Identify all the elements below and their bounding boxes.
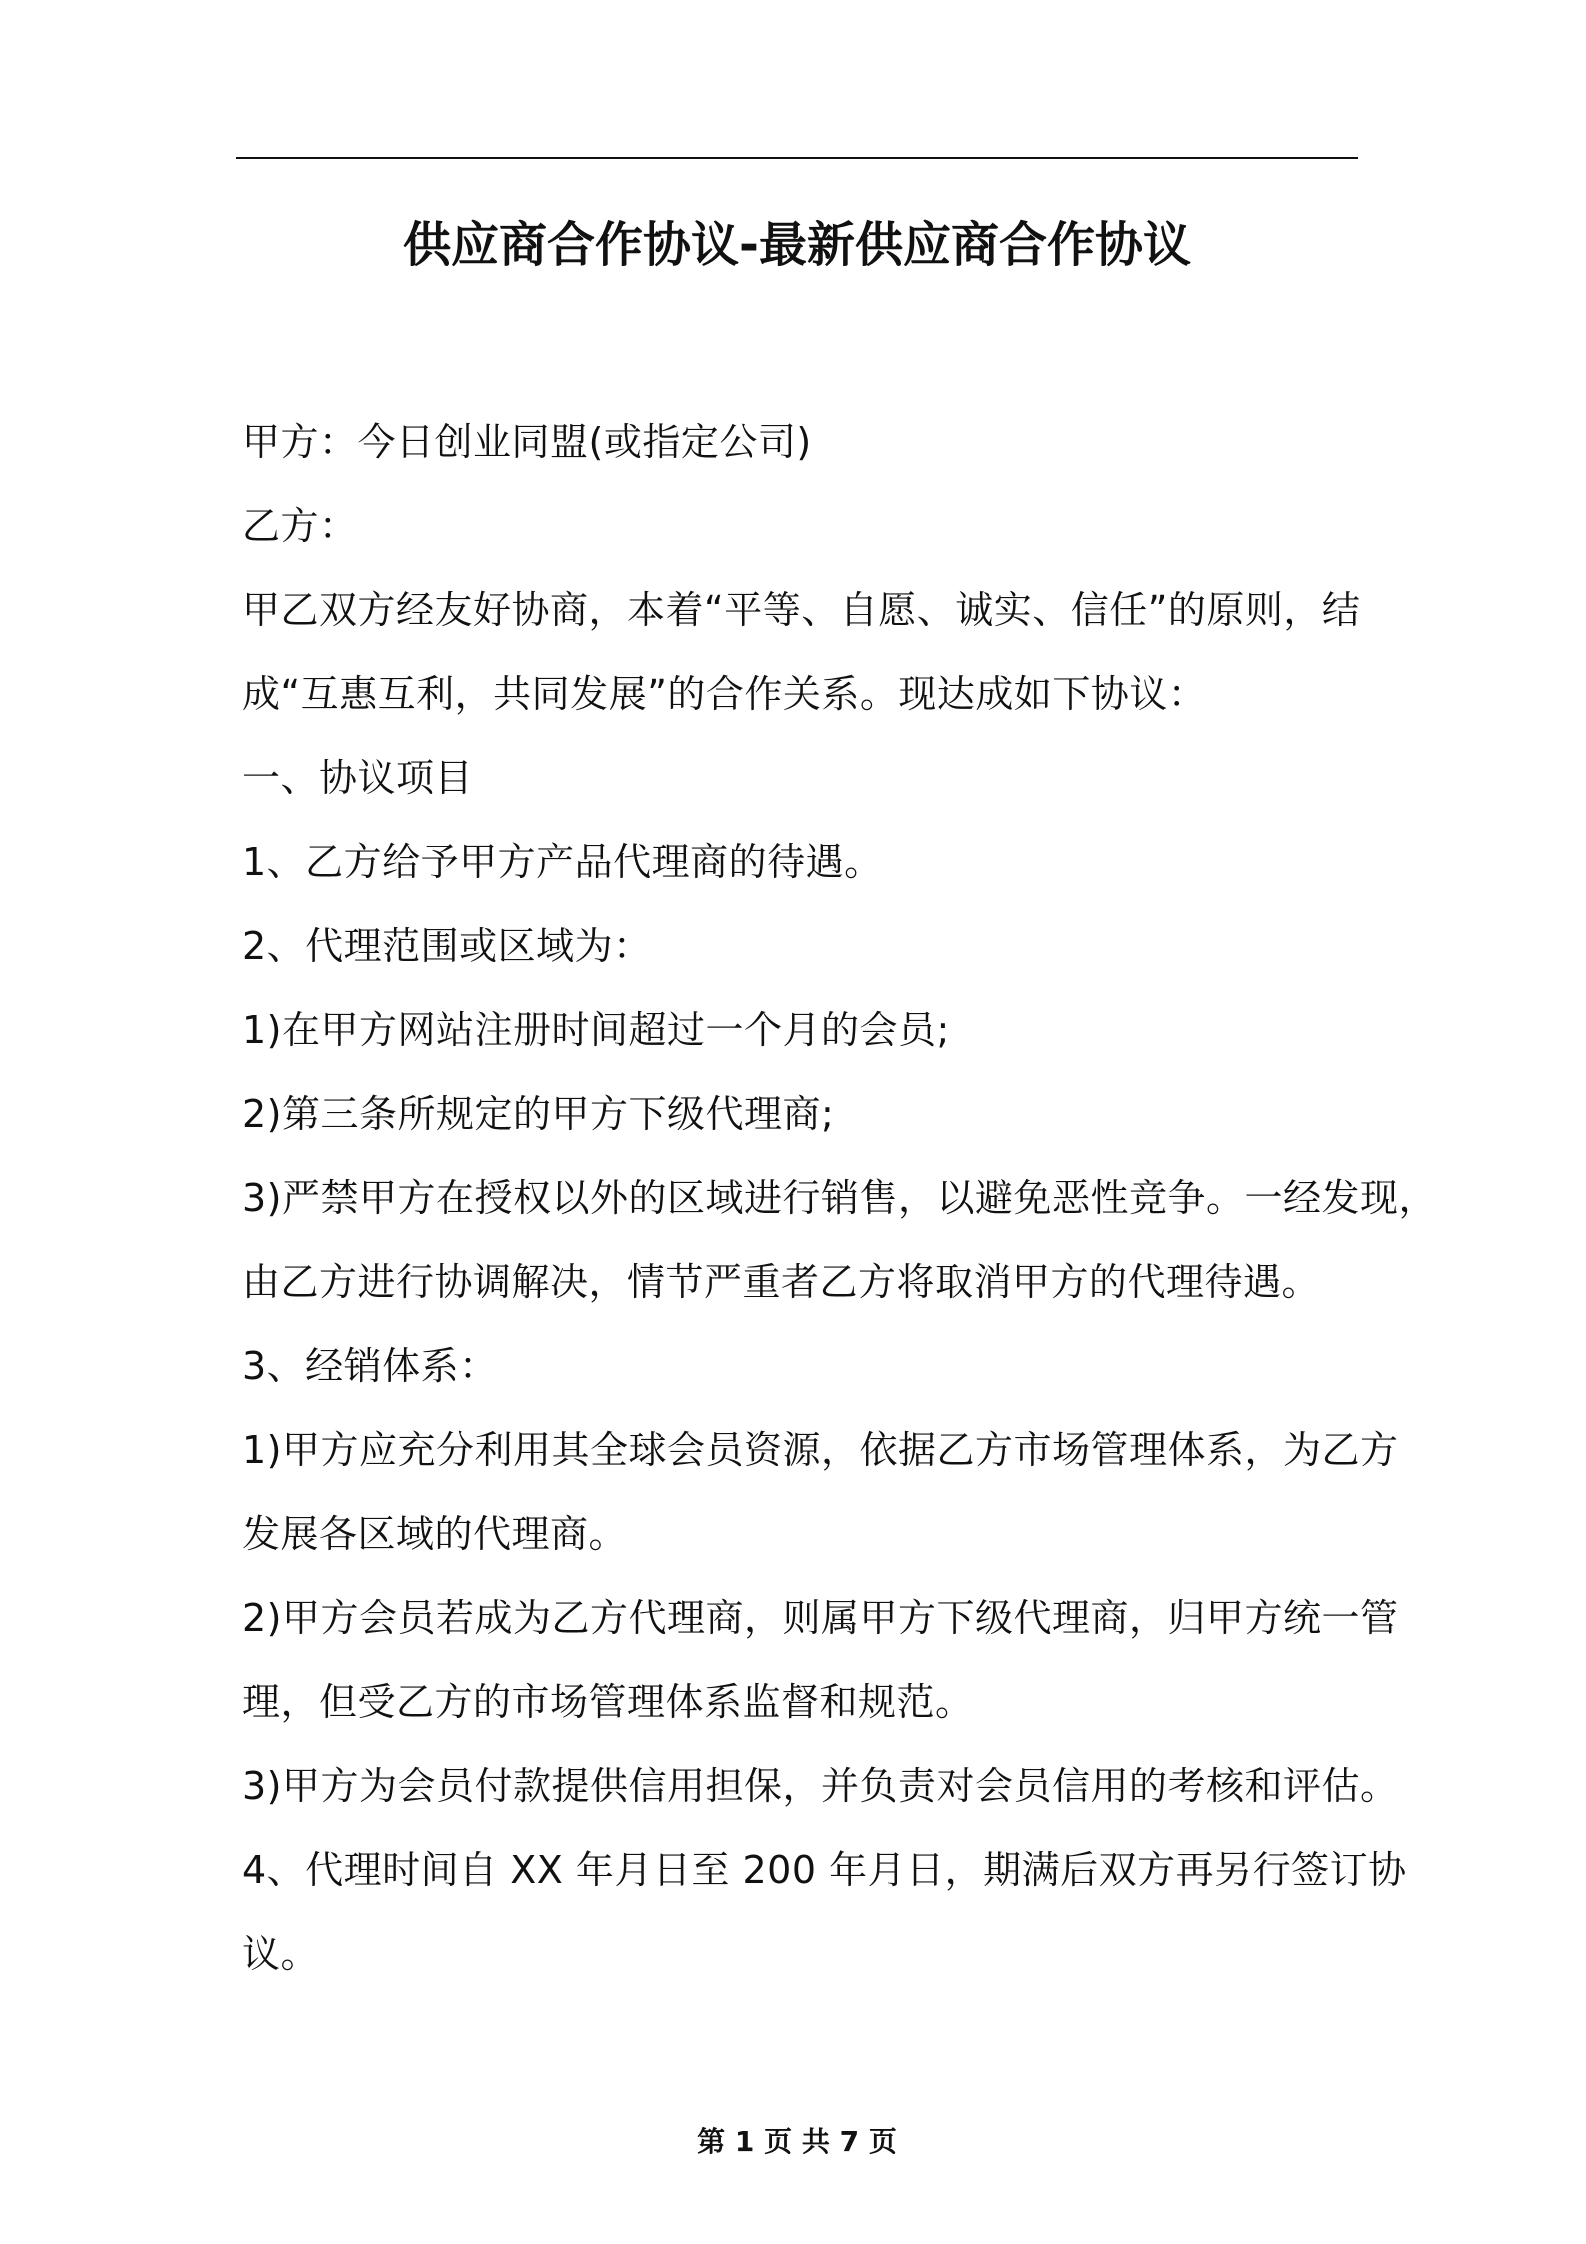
section-heading: 一、协议项目 bbox=[242, 756, 474, 800]
sub-clause-line: 3)甲方为会员付款提供信用担保，并负责对会员信用的考核和评估。 bbox=[242, 1764, 1399, 1808]
clause-line: 1、乙方给予甲方产品代理商的待遇。 bbox=[242, 840, 883, 884]
sub-clause-line: 2)甲方会员若成为乙方代理商，则属甲方下级代理商，归甲方统一管 bbox=[242, 1596, 1399, 1640]
party-b-line: 乙方： bbox=[242, 504, 358, 548]
sub-clause-line: 发展各区域的代理商。 bbox=[242, 1512, 628, 1556]
clause-line: 议。 bbox=[242, 1932, 320, 1976]
clause-line: 3、经销体系： bbox=[242, 1344, 498, 1388]
paragraph-line: 成“互惠互利，共同发展”的合作关系。现达成如下协议： bbox=[242, 672, 1207, 716]
sub-clause-line: 1)甲方应充分利用其全球会员资源，依据乙方市场管理体系，为乙方 bbox=[242, 1428, 1399, 1472]
party-a-line: 甲方：今日创业同盟(或指定公司) bbox=[242, 420, 812, 464]
clause-line: 2、代理范围或区域为： bbox=[242, 924, 652, 968]
page-footer: 第 1 页 共 7 页 bbox=[697, 2125, 897, 2158]
sub-clause-line: 由乙方进行协调解决，情节严重者乙方将取消甲方的代理待遇。 bbox=[242, 1260, 1321, 1304]
clause-line: 4、代理时间自 XX 年月日至 200 年月日，期满后双方再另行签订协 bbox=[242, 1848, 1407, 1892]
paragraph-line: 甲乙双方经友好协商，本着“平等、自愿、诚实、信任”的原则，结 bbox=[242, 588, 1361, 632]
document-title: 供应商合作协议-最新供应商合作协议 bbox=[403, 217, 1191, 273]
sub-clause-line: 3)严禁甲方在授权以外的区域进行销售，以避免恶性竞争。一经发现， bbox=[242, 1176, 1438, 1220]
sub-clause-line: 1)在甲方网站注册时间超过一个月的会员; bbox=[242, 1008, 950, 1052]
sub-clause-line: 理，但受乙方的市场管理体系监督和规范。 bbox=[242, 1680, 974, 1724]
document-body bbox=[242, 400, 1438, 1996]
sub-clause-line: 2)第三条所规定的甲方下级代理商; bbox=[242, 1092, 835, 1136]
header-rule bbox=[236, 157, 1358, 159]
